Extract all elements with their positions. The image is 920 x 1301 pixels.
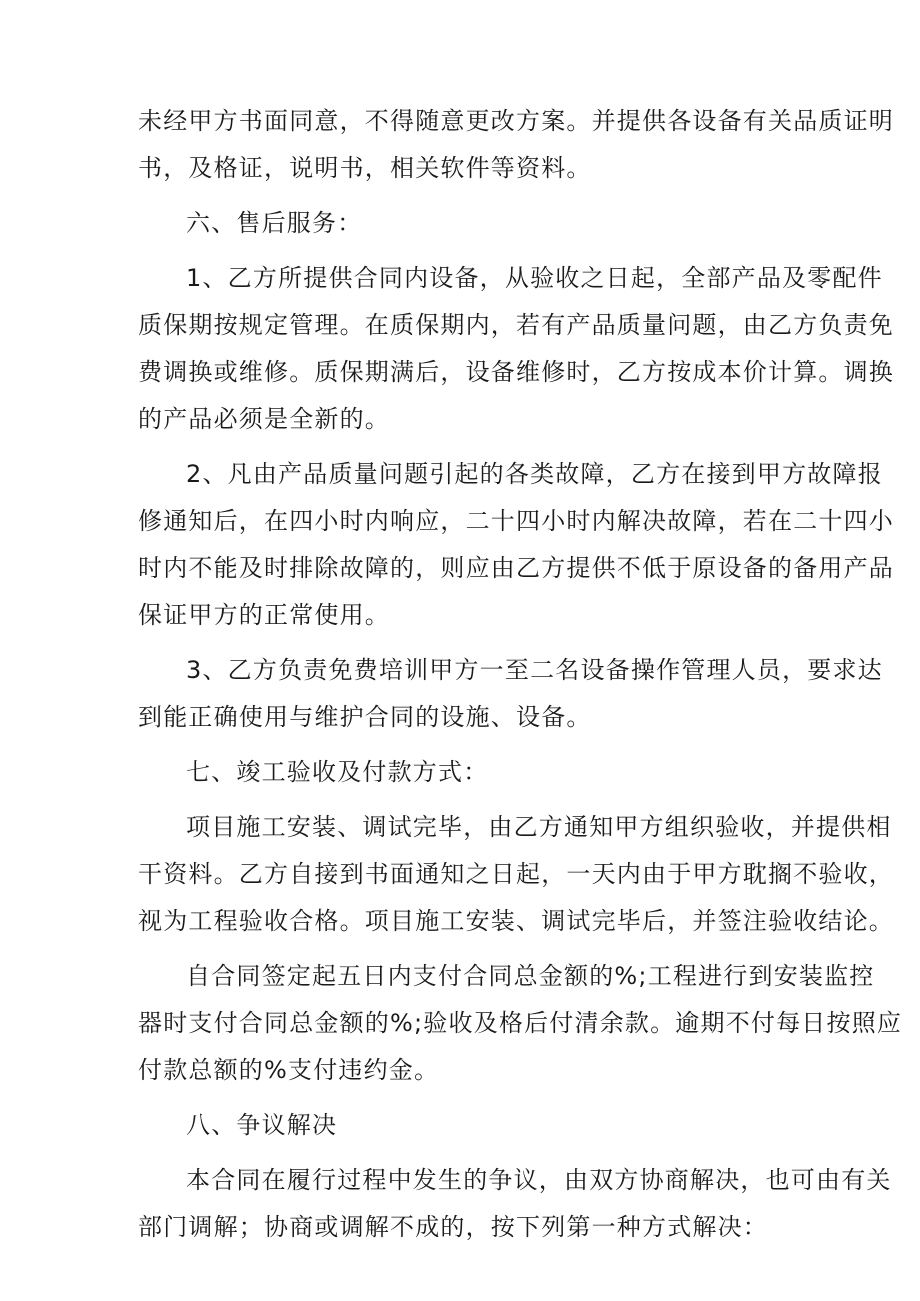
paragraph-aftersale-3	[138, 647, 883, 741]
paragraph-acceptance	[138, 804, 894, 945]
section-heading: 八、争议解决	[186, 1111, 338, 1139]
section-seven-heading	[138, 749, 788, 796]
section-eight-heading	[138, 1102, 788, 1149]
text-line: 1、乙方所提供合同内设备，从验收之日起，全部产品及零配件	[186, 264, 883, 292]
text-line: 2、凡由产品质量问题引起的各类故障，乙方在接到甲方故障报	[186, 460, 883, 488]
text-line: 修通知后，在四小时内响应，二十四小时内解决故障，若在二十四小	[138, 507, 894, 535]
paragraph-dispute	[138, 1157, 892, 1251]
paragraph-aftersale-1	[138, 255, 894, 443]
document-body	[138, 98, 903, 1251]
section-heading: 七、竣工验收及付款方式：	[186, 758, 489, 786]
text-line: 保证甲方的正常使用。	[138, 601, 390, 629]
text-line: 部门调解；协商或调解不成的，按下列第一种方式解决：	[138, 1213, 768, 1241]
text-line: 付款总额的%支付违约金。	[138, 1056, 440, 1084]
text-line: 视为工程验收合格。项目施工安装、调试完毕后，并签注验收结论。	[138, 907, 894, 935]
text-line: 到能正确使用与维护合同的设施、设备。	[138, 703, 592, 731]
section-heading: 六、售后服务：	[186, 209, 363, 237]
text-line: 质保期按规定管理。在质保期内，若有产品质量问题，由乙方负责免	[138, 311, 894, 339]
text-line: 时内不能及时排除故障的，则应由乙方提供不低于原设备的备用产品	[138, 554, 894, 582]
text-line: 未经甲方书面同意，不得随意更改方案。并提供各设备有关品质证明	[138, 107, 894, 135]
text-line: 本合同在履行过程中发生的争议，由双方协商解决，也可由有关	[186, 1166, 892, 1194]
text-line: 器时支付合同总金额的%;验收及格后付清余款。逾期不付每日按照应	[138, 1009, 903, 1037]
paragraph-payment	[138, 953, 903, 1094]
text-line: 项目施工安装、调试完毕，由乙方通知甲方组织验收，并提供相	[186, 813, 892, 841]
text-line: 自合同签定起五日内支付合同总金额的%;工程进行到安装监控	[186, 962, 875, 990]
section-six-heading	[138, 200, 788, 247]
paragraph-continuation	[138, 98, 894, 192]
text-line: 3、乙方负责免费培训甲方一至二名设备操作管理人员，要求达	[186, 656, 883, 684]
text-line: 费调换或维修。质保期满后，设备维修时，乙方按成本价计算。调换	[138, 358, 894, 386]
paragraph-aftersale-2	[138, 451, 894, 639]
text-line: 干资料。乙方自接到书面通知之日起，一天内由于甲方耽搁不验收，	[138, 860, 894, 888]
text-line: 的产品必须是全新的。	[138, 405, 390, 433]
text-line: 书，及格证，说明书，相关软件等资料。	[138, 154, 592, 182]
